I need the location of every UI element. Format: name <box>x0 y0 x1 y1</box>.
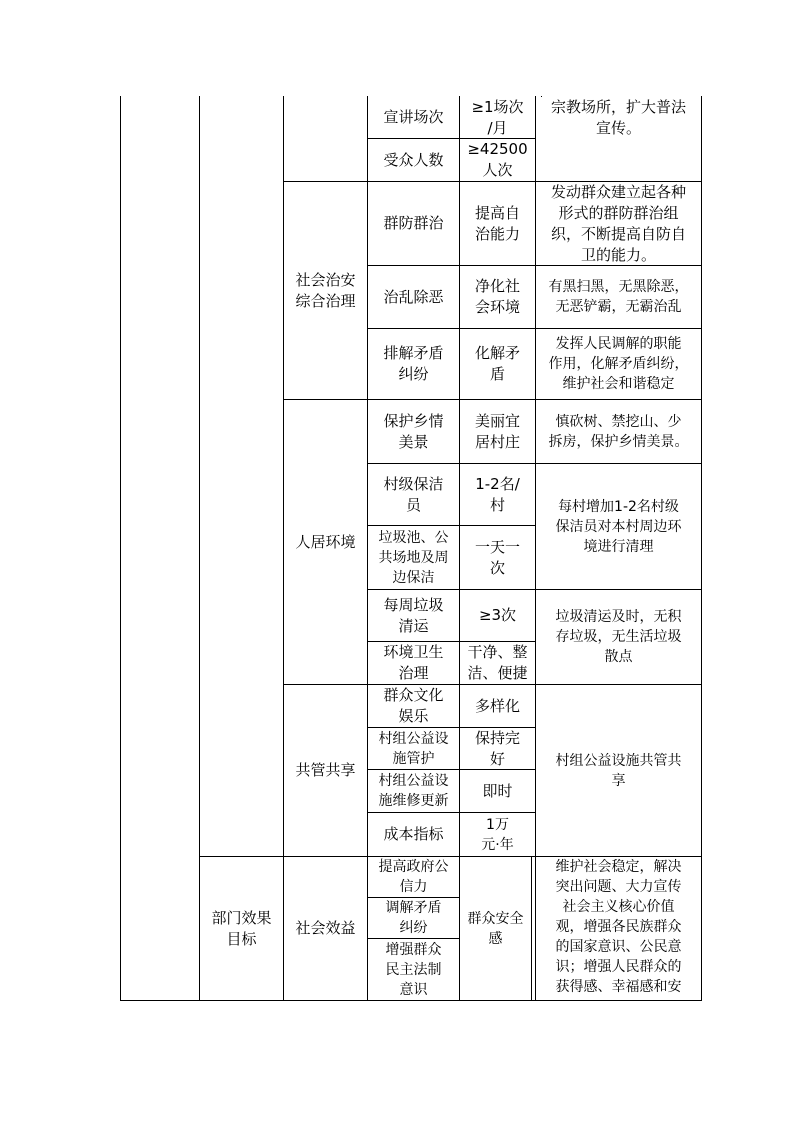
indicator-cell: 村组公益设 施管护 <box>378 730 449 767</box>
value-cell: 一天一 次 <box>474 537 520 577</box>
table-border <box>531 856 532 1001</box>
indicator-cell: 群众文化 娱乐 <box>383 686 444 725</box>
description-cell: 宗教场所，扩大普法 宣传。 <box>550 98 686 137</box>
value-cell: 美丽宜 居村庄 <box>474 411 520 451</box>
value-cell: ≥1场次 /月 <box>471 97 524 137</box>
indicator-cell: 受众人数 <box>383 150 444 169</box>
description-cell: 村组公益设施共管共 享 <box>555 752 682 789</box>
value-cell: 保持完 好 <box>474 728 520 768</box>
value-cell-safety: 群众安全 感 <box>467 910 524 947</box>
description-cell: 每村增加1-2名村级 保洁员对本村周边环 境进行清理 <box>555 498 682 555</box>
indicator-cell: 环境卫生 治理 <box>383 643 444 682</box>
category-social-order: 社会治安 综合治理 <box>295 270 356 310</box>
table-border <box>120 96 121 1001</box>
description-cell: 发挥人民调解的职能 作用，化解矛盾纠纷， 维护社会和谐稳定 <box>548 336 689 392</box>
category-co-management: 共管共享 <box>295 761 356 779</box>
value-cell: 净化社 会环境 <box>474 277 520 316</box>
description-cell: 维护社会稳定，解决 突出问题、大力宣传 社会主义核心价值 观，增强各民族群众 的国家意识、公民意 识；增强人民群众的 获得感、幸福感和安 <box>555 859 682 995</box>
value-cell: 干净、整 洁、便捷 <box>467 643 528 682</box>
indicator-cell: 垃圾池、公 共场地及周 边保洁 <box>378 529 449 586</box>
description-cell: 垃圾清运及时，无积 存垃圾，无生活垃圾 散点 <box>555 609 682 665</box>
indicator-cell: 排解矛盾 纠纷 <box>383 344 444 383</box>
value-cell: 提高自 治能力 <box>474 203 520 243</box>
value-cell: 化解矛 盾 <box>474 344 520 383</box>
indicator-cell: 每周垃圾 清运 <box>383 595 444 635</box>
category-living-environment: 人居环境 <box>295 532 356 551</box>
indicator-cell: 群防群治 <box>383 214 444 232</box>
value-cell: 1-2名/ 村 <box>475 474 520 514</box>
description-cell: 发动群众建立起各种 形式的群防群治组 织，不断提高自防自 卫的能力。 <box>550 182 686 264</box>
value-cell: 多样化 <box>474 696 520 715</box>
description-cell: 有黑扫黑，无黑除恶， 无恶铲霸，无霸治乱 <box>548 279 689 315</box>
table-border <box>701 96 702 1001</box>
indicator-cell: 村级保洁 员 <box>383 474 444 514</box>
indicator-cell: 调解矛盾 纠纷 <box>385 900 442 936</box>
indicator-cell: 宣讲场次 <box>383 108 444 126</box>
table-border <box>120 1000 702 1001</box>
indicator-cell: 村组公益设 施维修更新 <box>378 773 449 809</box>
indicator-cell: 治乱除恶 <box>383 287 444 306</box>
description-cell: 慎砍树、禁挖山、少 拆房，保护乡情美景。 <box>548 413 689 450</box>
indicator-cell: 保护乡情 美景 <box>383 411 444 451</box>
indicator-cell: 提高政府公 信力 <box>378 859 449 895</box>
value-cell: 即时 <box>482 781 513 800</box>
category-social-benefit: 社会效益 <box>295 919 356 937</box>
indicator-cell: 成本指标 <box>383 825 444 843</box>
indicator-cell: 增强群众 民主法制 意识 <box>385 941 442 998</box>
value-cell: ≥3次 <box>478 606 517 624</box>
value-cell: 1万 元·年 <box>481 816 514 853</box>
department-effect-goal: 部门效果 目标 <box>211 908 272 948</box>
value-cell: ≥42500 人次 <box>467 140 528 179</box>
